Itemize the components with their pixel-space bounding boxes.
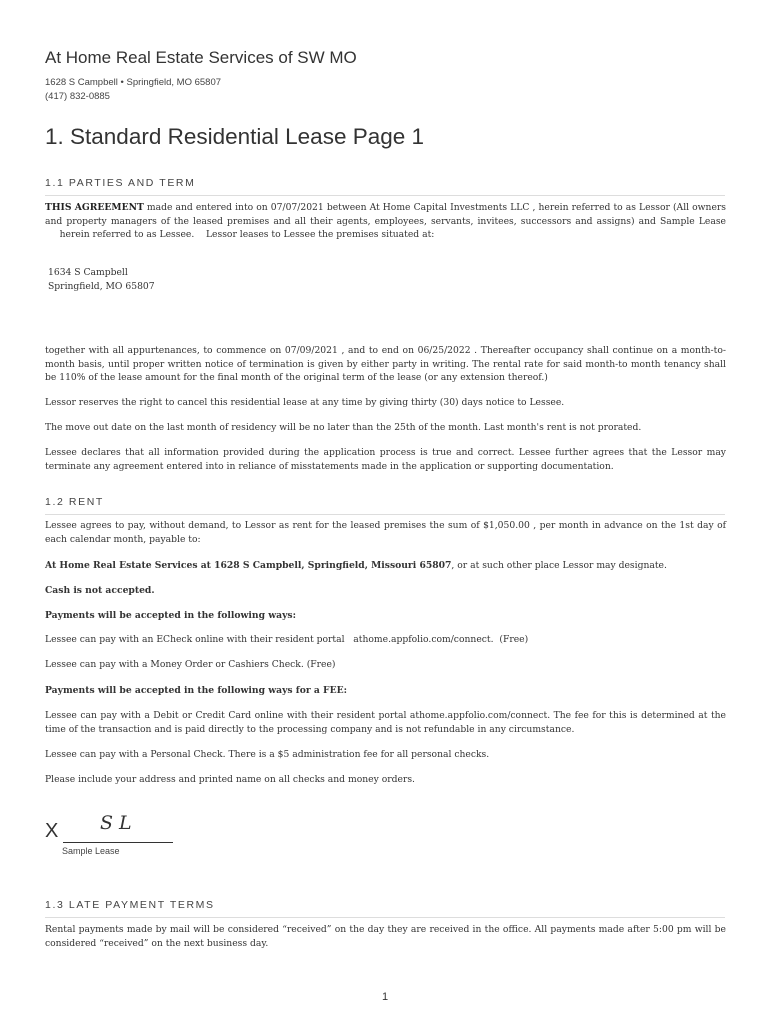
section-heading-rent: 1.2 RENT [45, 496, 104, 508]
cash-notice-text: Cash is not accepted. [45, 585, 155, 596]
section-divider [45, 514, 725, 515]
term-text: , and to end on [337, 345, 418, 356]
fee-ways-heading [45, 684, 347, 698]
rent-text: , per month in advance on the 1st day of each calendar month, payable to: [45, 520, 726, 545]
payable-address: At Home Real Estate Services at 1628 S Campbell, Springfield, Missouri 65807 [45, 560, 452, 571]
echeck-paragraph: Lessee can pay with an ECheck online with their resident portal athome.appfolio.com/connect. (Free) [45, 634, 529, 645]
rent-text: Lessee agrees to pay, without demand, to Lessor as rent for the leased premises the sum of [45, 520, 484, 531]
lessor-name: At Home Capital Investments LLC [369, 202, 530, 213]
payable-paragraph [45, 559, 667, 573]
rent-amount: $1,050.00 [483, 520, 530, 531]
cancel-paragraph: Lessor reserves the right to cancel this residential lease at any time by giving thirty (30) days notice to Lessee. [45, 397, 565, 408]
agreement-text: herein referred to as Lessee. Lessor leases to Lessee the premises situated at: [45, 229, 435, 240]
section-divider [45, 195, 725, 196]
payment-ways-heading [45, 609, 296, 623]
signature-line [63, 842, 173, 843]
term-text: together with all appurtenances, to commence on [45, 345, 285, 356]
start-date: 07/09/2021 [284, 345, 338, 356]
agreement-text: between [323, 202, 370, 213]
page-number: 1 [381, 991, 389, 1003]
declaration-paragraph: Lessee declares that all information provided during the application process is true and correct. Lessee further agrees that the Lessor may terminate any agreement entered into in reliance of misstatements made in the application or supporting documentation. [45, 447, 726, 472]
lessee-name: Sample Lease [660, 215, 726, 227]
term-text: . Thereafter occupancy shall continue on a month-to-month basis, until proper written notice of termination is given by either party in writing. The rental rate for said month-to month tenancy shall be 110% of the lease amount for the final month of the original term of the lease (or any extension thereof.) [45, 345, 726, 383]
late-payment-paragraph: Rental payments made by mail will be considered “received” on the day they are received in the office. All payments made after 5:00 pm will be considered “received” on the next business day. [45, 924, 726, 949]
fee-ways-text: Payments will be accepted in the following ways for a FEE: [45, 685, 347, 696]
signature-label: Sample Lease [62, 846, 120, 856]
card-paragraph: Lessee can pay with a Debit or Credit Card online with their resident portal athome.appfolio.com/connect. The fee for this is determined at the time of the transaction and is paid directly to the processing company and is not refundable in any circumstance. [45, 710, 726, 735]
payment-ways-text: Payments will be accepted in the following ways: [45, 610, 296, 621]
agreement-text: , herein referred to as Lessor (All owners and property managers of the leased premises and all their agents, employees, servants, invitees, successors and assigns) and [45, 202, 727, 227]
money-order-paragraph: Lessee can pay with a Money Order or Cashiers Check. (Free) [45, 659, 336, 670]
cash-notice [45, 584, 155, 598]
premises-city: Springfield, MO 65807 [48, 281, 155, 292]
include-paragraph: Please include your address and printed name on all checks and money orders. [45, 774, 415, 785]
company-name: At Home Real Estate Services of SW MO [45, 48, 357, 67]
rent-amount-paragraph [45, 519, 726, 546]
agreement-paragraph [45, 201, 726, 242]
section-heading-parties: 1.1 PARTIES AND TERM [45, 177, 196, 189]
section-heading-late: 1.3 LATE PAYMENT TERMS [45, 899, 215, 911]
agreement-text: made and entered into on [143, 202, 271, 213]
moveout-paragraph: The move out date on the last month of residency will be no later than the 25th of the month. Last month's rent is not prorated. [45, 422, 642, 433]
premises-street: 1634 S Campbell [48, 267, 128, 278]
term-paragraph [45, 344, 726, 385]
made-date: 07/07/2021 [270, 202, 324, 213]
page-title: 1. Standard Residential Lease Page 1 [45, 124, 425, 149]
agreement-label: THIS AGREEMENT [45, 202, 144, 213]
signature-x-mark: X [45, 820, 59, 842]
payable-text: , or at such other place Lessor may designate. [451, 560, 667, 571]
company-address: 1628 S Campbell • Springfield, MO 65807 [45, 77, 222, 88]
company-phone: (417) 832-0885 [45, 91, 110, 102]
signature-initials: S L [100, 812, 132, 834]
end-date: 06/25/2022 [417, 345, 471, 356]
personal-check-paragraph: Lessee can pay with a Personal Check. There is a $5 administration fee for all personal checks. [45, 749, 490, 760]
section-divider [45, 917, 725, 918]
